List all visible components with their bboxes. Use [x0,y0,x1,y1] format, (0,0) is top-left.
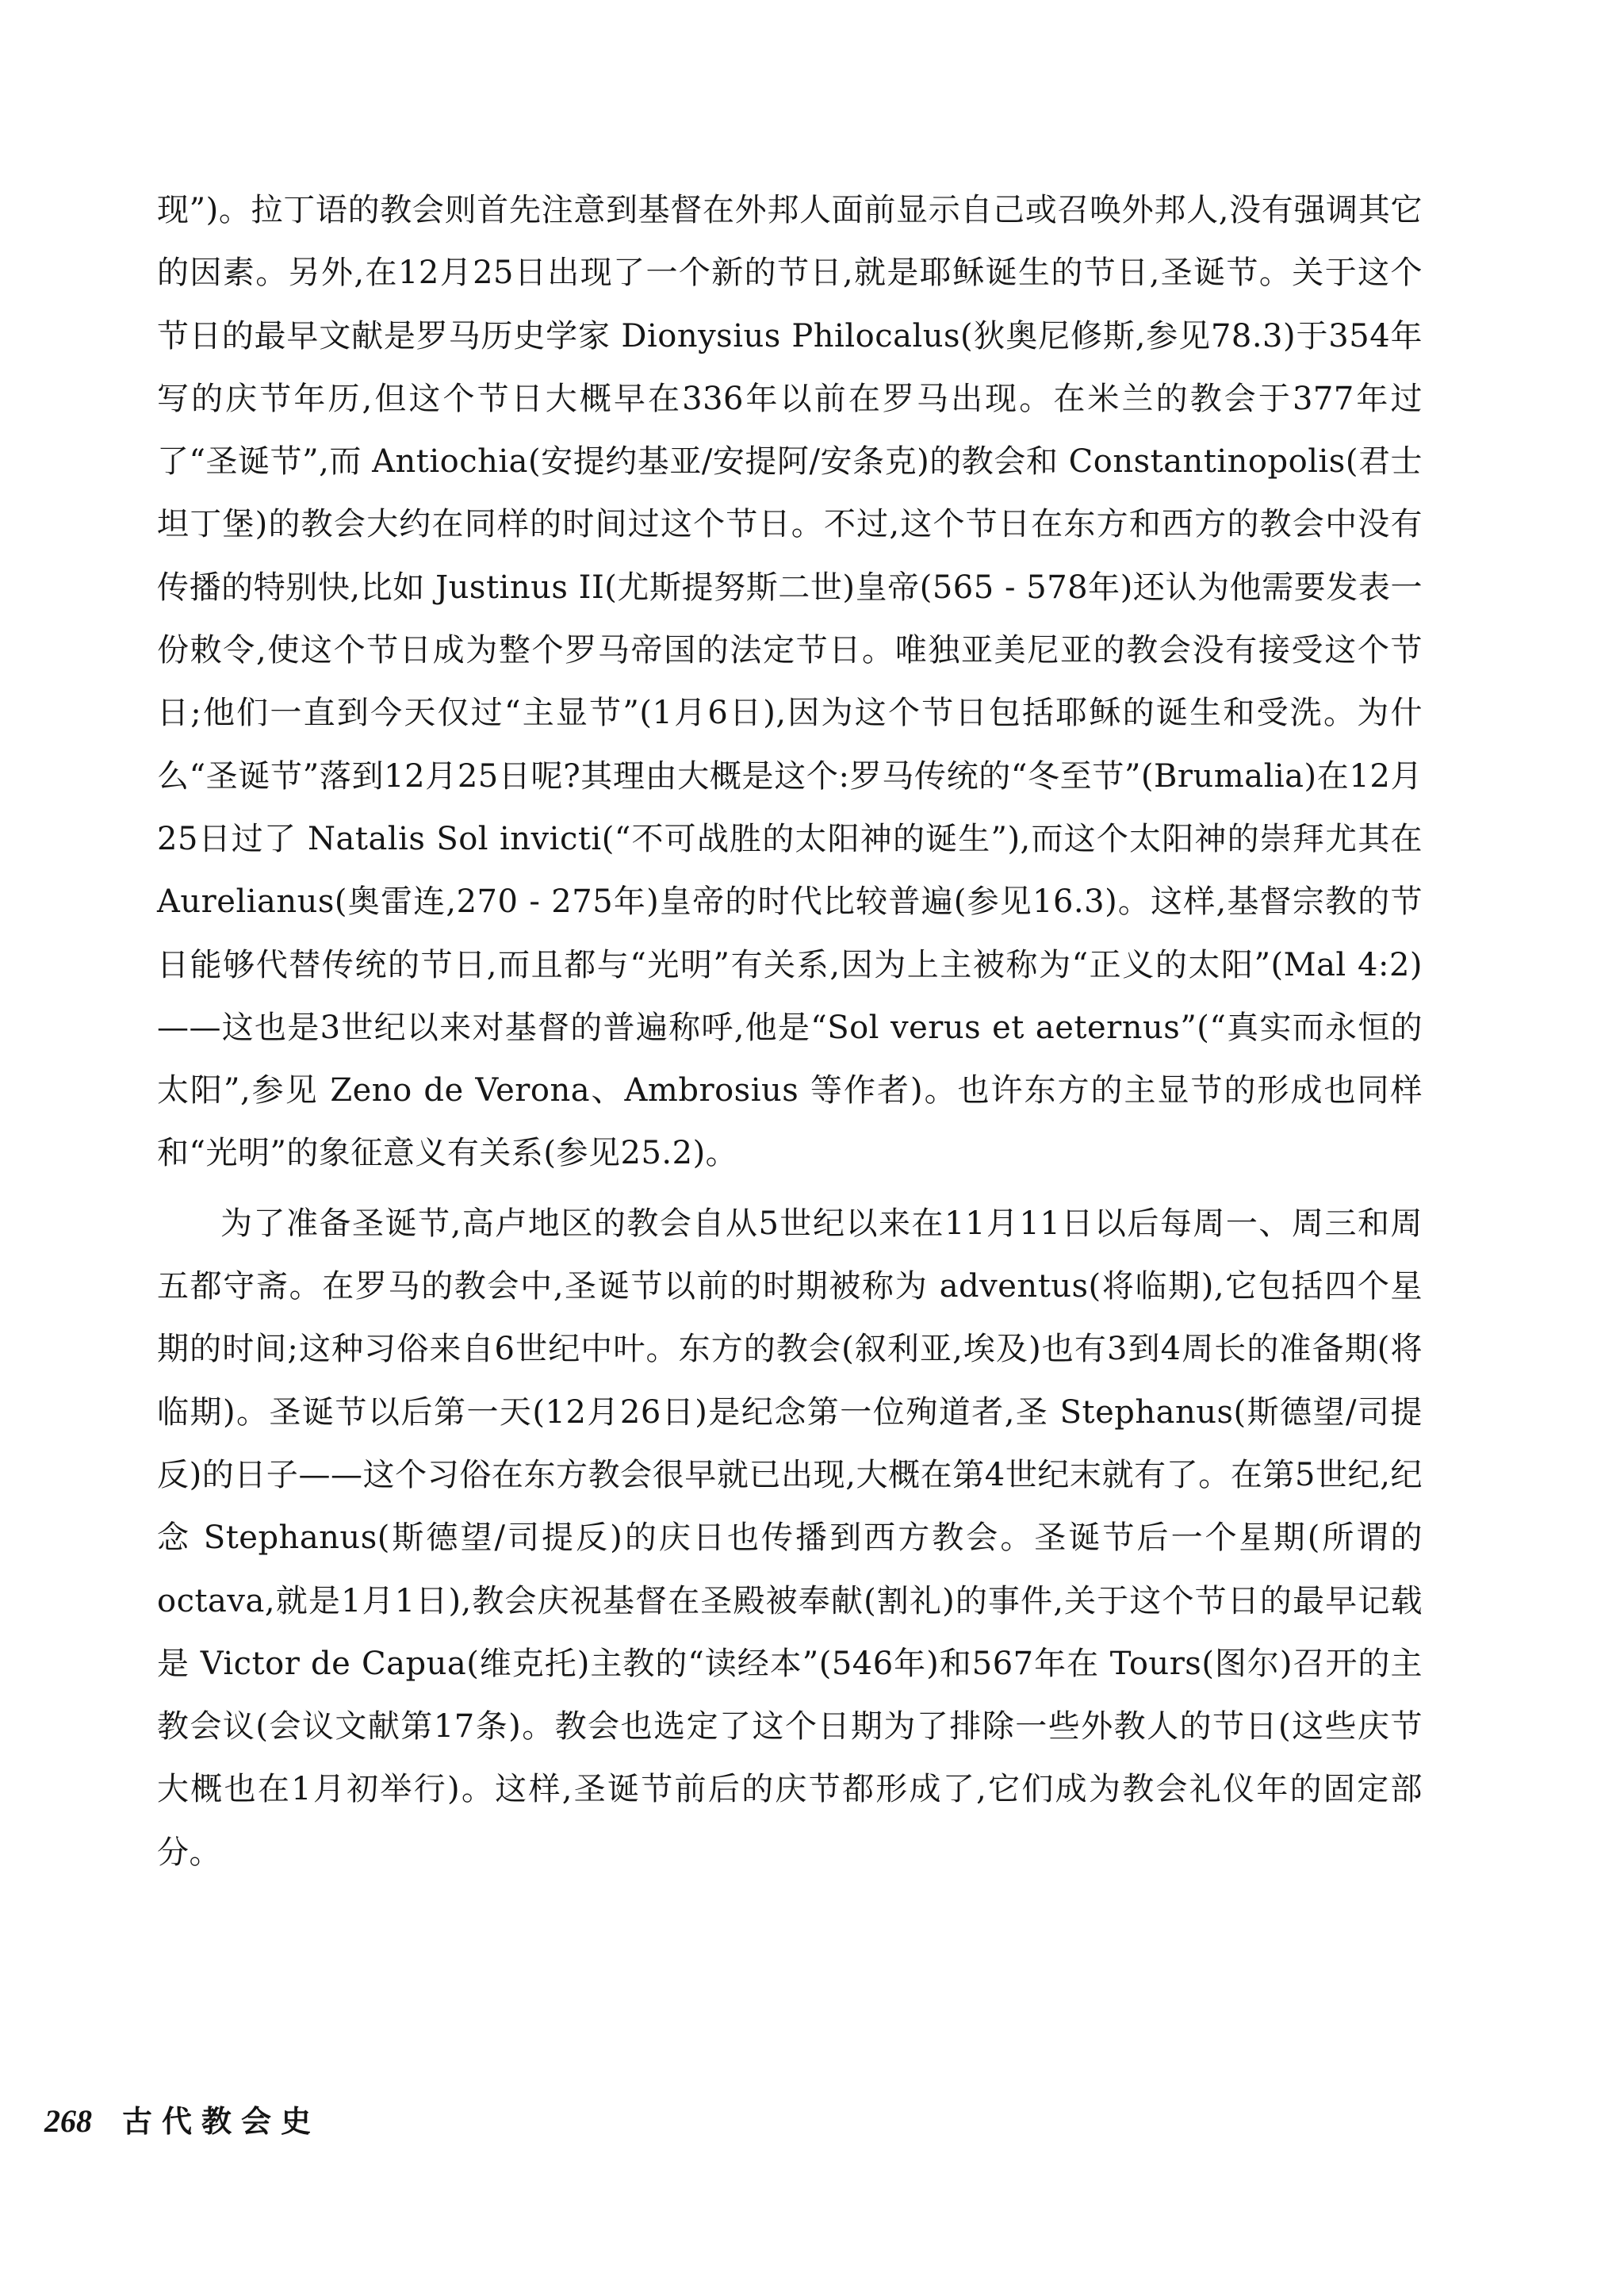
body-text [157,179,1423,1884]
page-footer [44,2097,320,2144]
paragraph: 现”)。拉丁语的教会则首先注意到基督在外邦人面前显示自己或召唤外邦人,没有强调其它的因素。另外,在12月25日出现了一个新的节日,就是耶稣诞生的节日,圣诞节。关于这个节日的最早文献是罗马历史学家 Dionysius Philocalus(狄奥尼修斯,参见78.3)于354年写的庆节年历,但这个节日大概早在336年以前在罗马出现。在米兰的教会于377年过了“圣诞节”,而 Antiochia(安提约基亚/安提阿/安条克)的教会和 Constantinopolis(君士坦丁堡)的教会大约在同样的时间过这个节日。不过,这个节日在东方和西方的教会中没有传播的特别快,比如 Justinus II(尤斯提努斯二世)皇帝(565 - 578年)还认为他需要发表一份敕令,使这个节日成为整个罗马帝国的法定节日。唯独亚美尼亚的教会没有接受这个节日;他们一直到今天仅过“主显节”(1月6日),因为这个节日包括耶稣的诞生和受洗。为什么“圣诞节”落到12月25日呢?其理由大概是这个:罗马传统的“冬至节”(Brumalia)在12月25日过了 Natalis Sol invicti(“不可战胜的太阳神的诞生”),而这个太阳神的崇拜尤其在 Aurelianus(奥雷连,270 - 275年)皇帝的时代比较普遍(参见16.3)。这样,基督宗教的节日能够代替传统的节日,而且都与“光明”有关系,因为上主被称为“正义的太阳”(Mal 4:2)——这也是3世纪以来对基督的普遍称呼,他是“Sol verus et aeternus”(“真实而永恒的太阳”,参见 Zeno de Verona、Ambrosius 等作者)。也许东方的主显节的形成也同样和“光明”的象征意义有关系(参见25.2)。 [157,192,1423,1172]
page-number: 268 [44,2103,92,2139]
running-title: 古代教会史 [122,2103,321,2139]
paragraph: 为了准备圣诞节,高卢地区的教会自从5世纪以来在11月11日以后每周一、周三和周五都守斋。在罗马的教会中,圣诞节以前的时期被称为 adventus(将临期),它包括四个星期的时间;这种习俗来自6世纪中叶。东方的教会(叙利亚,埃及)也有3到4周长的准备期(将临期)。圣诞节以后第一天(12月26日)是纪念第一位殉道者,圣 Stephanus(斯德望/司提反)的日子——这个习俗在东方教会很早就已出现,大概在第4世纪末就有了。在第5世纪,纪念 Stephanus(斯德望/司提反)的庆日也传播到西方教会。圣诞节后一个星期(所谓的 octava,就是1月1日),教会庆祝基督在圣殿被奉献(割礼)的事件,关于这个节日的最早记载是 Victor de Capua(维克托)主教的“读经本”(546年)和567年在 Tours(图尔)召开的主教会议(会议文献第17条)。教会也选定了这个日期为了排除一些外教人的节日(这些庆节大概也在1月初举行)。这样,圣诞节前后的庆节都形成了,它们成为教会礼仪年的固定部分。 [157,1205,1423,1871]
